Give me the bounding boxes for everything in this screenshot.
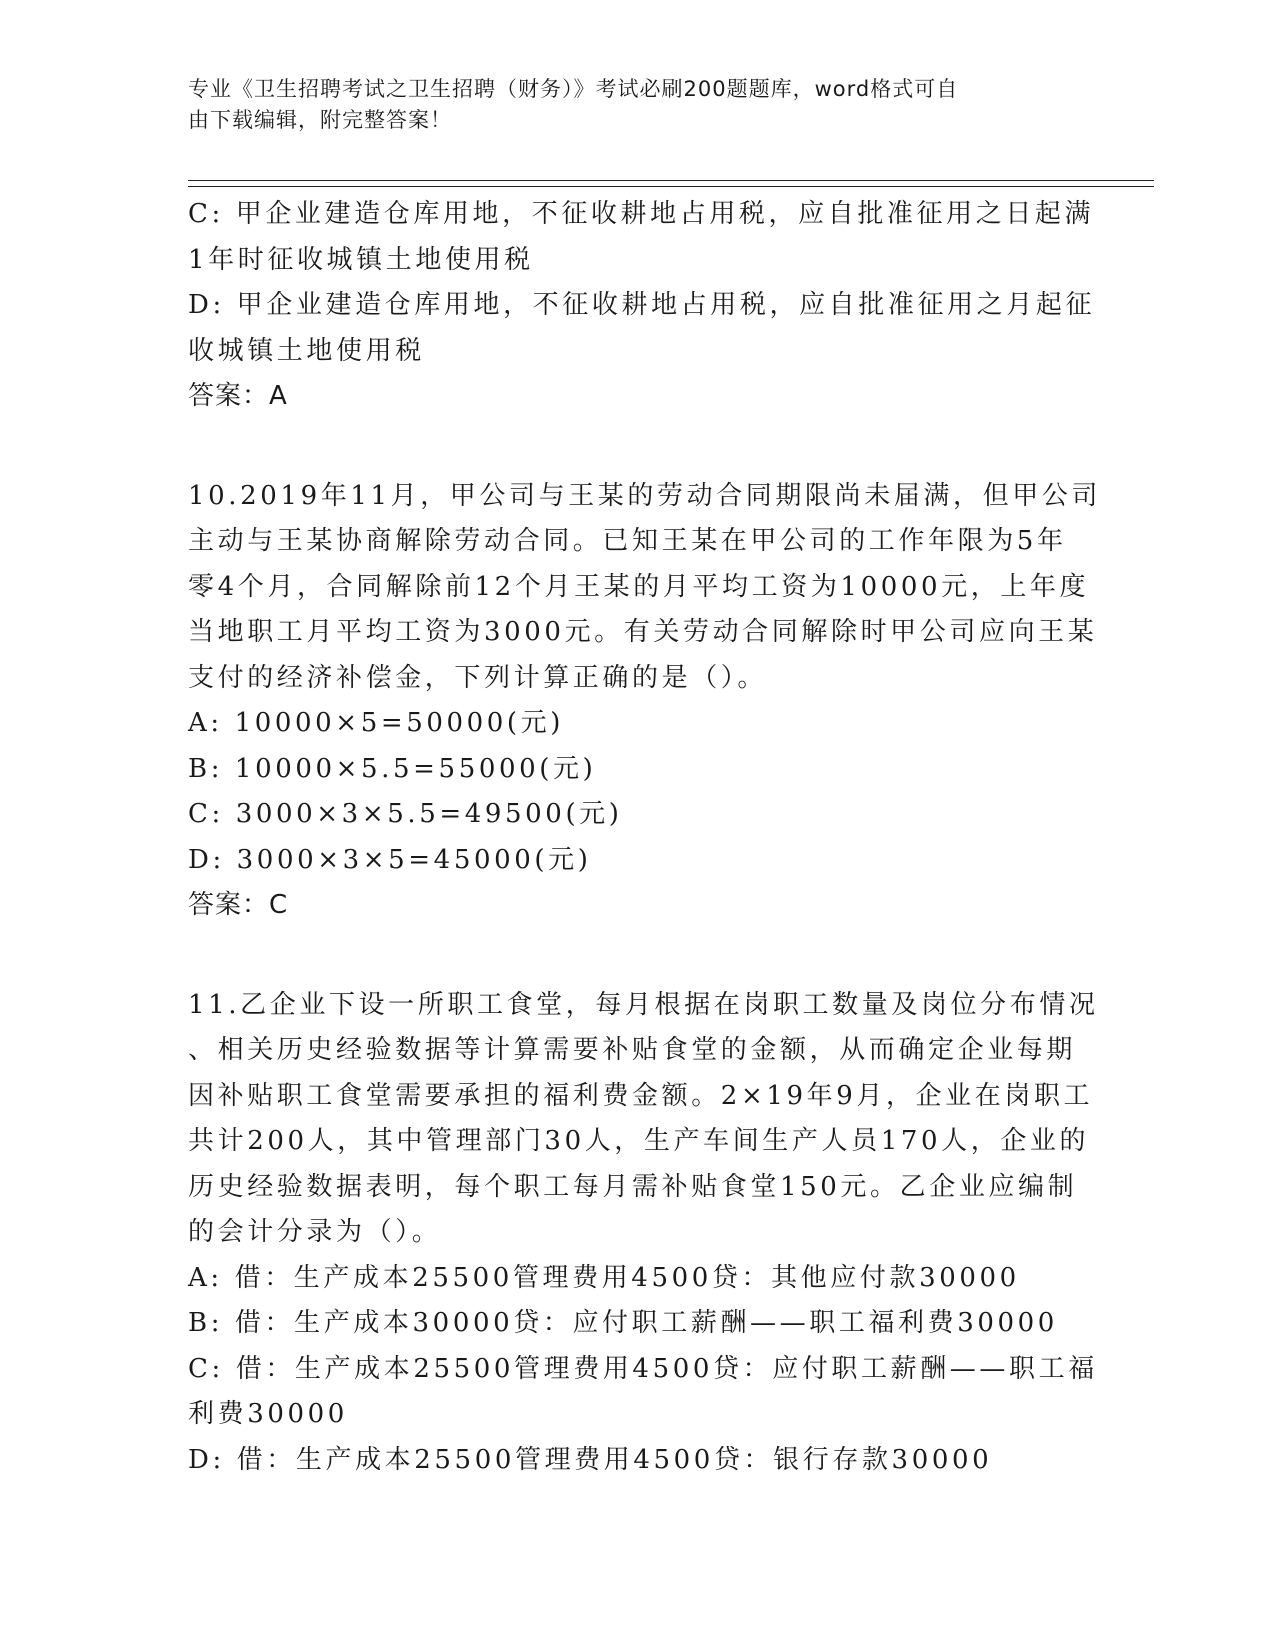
header-divider-bottom <box>188 186 1154 187</box>
option-d: D: 3000×3×5=45000(元) <box>188 844 592 875</box>
spacer <box>188 929 1078 983</box>
question-text-line: 支付的经济补偿金，下列计算正确的是（）。 <box>188 662 768 693</box>
question-text-line: 当地职工月平均工资为3000元。有关劳动合同解除时甲公司应向王某 <box>188 617 1098 647</box>
question-text-line: 历史经验数据表明，每个职工每月需补贴食堂150元。乙企业应编制 <box>188 1171 1078 1202</box>
question-text-line: 、相关历史经验数据等计算需要补贴食堂的金额，从而确定企业每期 <box>188 1035 1077 1065</box>
option-c-line-1: C: 借：生产成本25500管理费用4500贷：应付职工薪酬——职工福 <box>188 1353 1098 1384</box>
option-d: D: 借：生产成本25500管理费用4500贷：银行存款30000 <box>188 1444 993 1475</box>
question-text-line: 的会计分录为（）。 <box>188 1217 442 1247</box>
option-c-line-1: C: 甲企业建造仓库用地，不征收耕地占用税，应自批准征用之日起满 <box>188 199 1095 229</box>
option-b: B: 10000×5.5=55000(元) <box>188 753 597 784</box>
option-a: A: 借：生产成本25500管理费用4500贷：其他应付款30000 <box>188 1262 1020 1293</box>
answer-label: 答案：A <box>188 381 288 411</box>
document-header <box>188 74 1078 136</box>
option-a: A: 10000×5=50000(元) <box>188 708 565 738</box>
answer-label: 答案：C <box>188 890 289 920</box>
option-b: B: 借：生产成本30000贷：应付职工薪酬——职工福利费30000 <box>188 1308 1058 1338</box>
option-c-line-2: 利费30000 <box>188 1399 348 1429</box>
header-line-2: 由下载编辑，附完整答案！ <box>188 108 452 132</box>
spacer <box>188 420 1078 474</box>
question-text-line: 零4个月，合同解除前12个月王某的月平均工资为10000元，上年度 <box>188 571 1090 602</box>
header-divider-top <box>188 180 1154 181</box>
question-text-line: 因补贴职工食堂需要承担的福利费金额。2×19年9月，企业在岗职工 <box>188 1080 1094 1111</box>
option-d-line-2: 收城镇土地使用税 <box>188 335 425 366</box>
question-11 <box>188 983 1099 1484</box>
document-body <box>188 192 1102 1483</box>
question-10 <box>188 474 1102 929</box>
option-d-line-1: D: 甲企业建造仓库用地，不征收耕地占用税，应自批准征用之月起征 <box>188 290 1096 320</box>
option-c: C: 3000×3×5.5=49500(元) <box>188 799 623 829</box>
question-text-line: 主动与王某协商解除劳动合同。已知王某在甲公司的工作年限为5年 <box>188 526 1067 556</box>
question-9-continuation <box>188 192 1096 420</box>
question-text-line: 11.乙企业下设一所职工食堂，每月根据在岗职工数量及岗位分布情况 <box>188 989 1099 1020</box>
question-text-line: 共计200人，其中管理部门30人，生产车间生产人员170人，企业的 <box>188 1126 1090 1156</box>
question-text-line: 10.2019年11月，甲公司与王某的劳动合同期限尚未届满，但甲公司 <box>188 480 1102 511</box>
header-line-1: 专业《卫生招聘考试之卫生招聘（财务）》考试必刷200题题库，word格式可自 <box>188 77 959 101</box>
option-c-line-2: 1年时征收城镇土地使用税 <box>188 244 534 275</box>
